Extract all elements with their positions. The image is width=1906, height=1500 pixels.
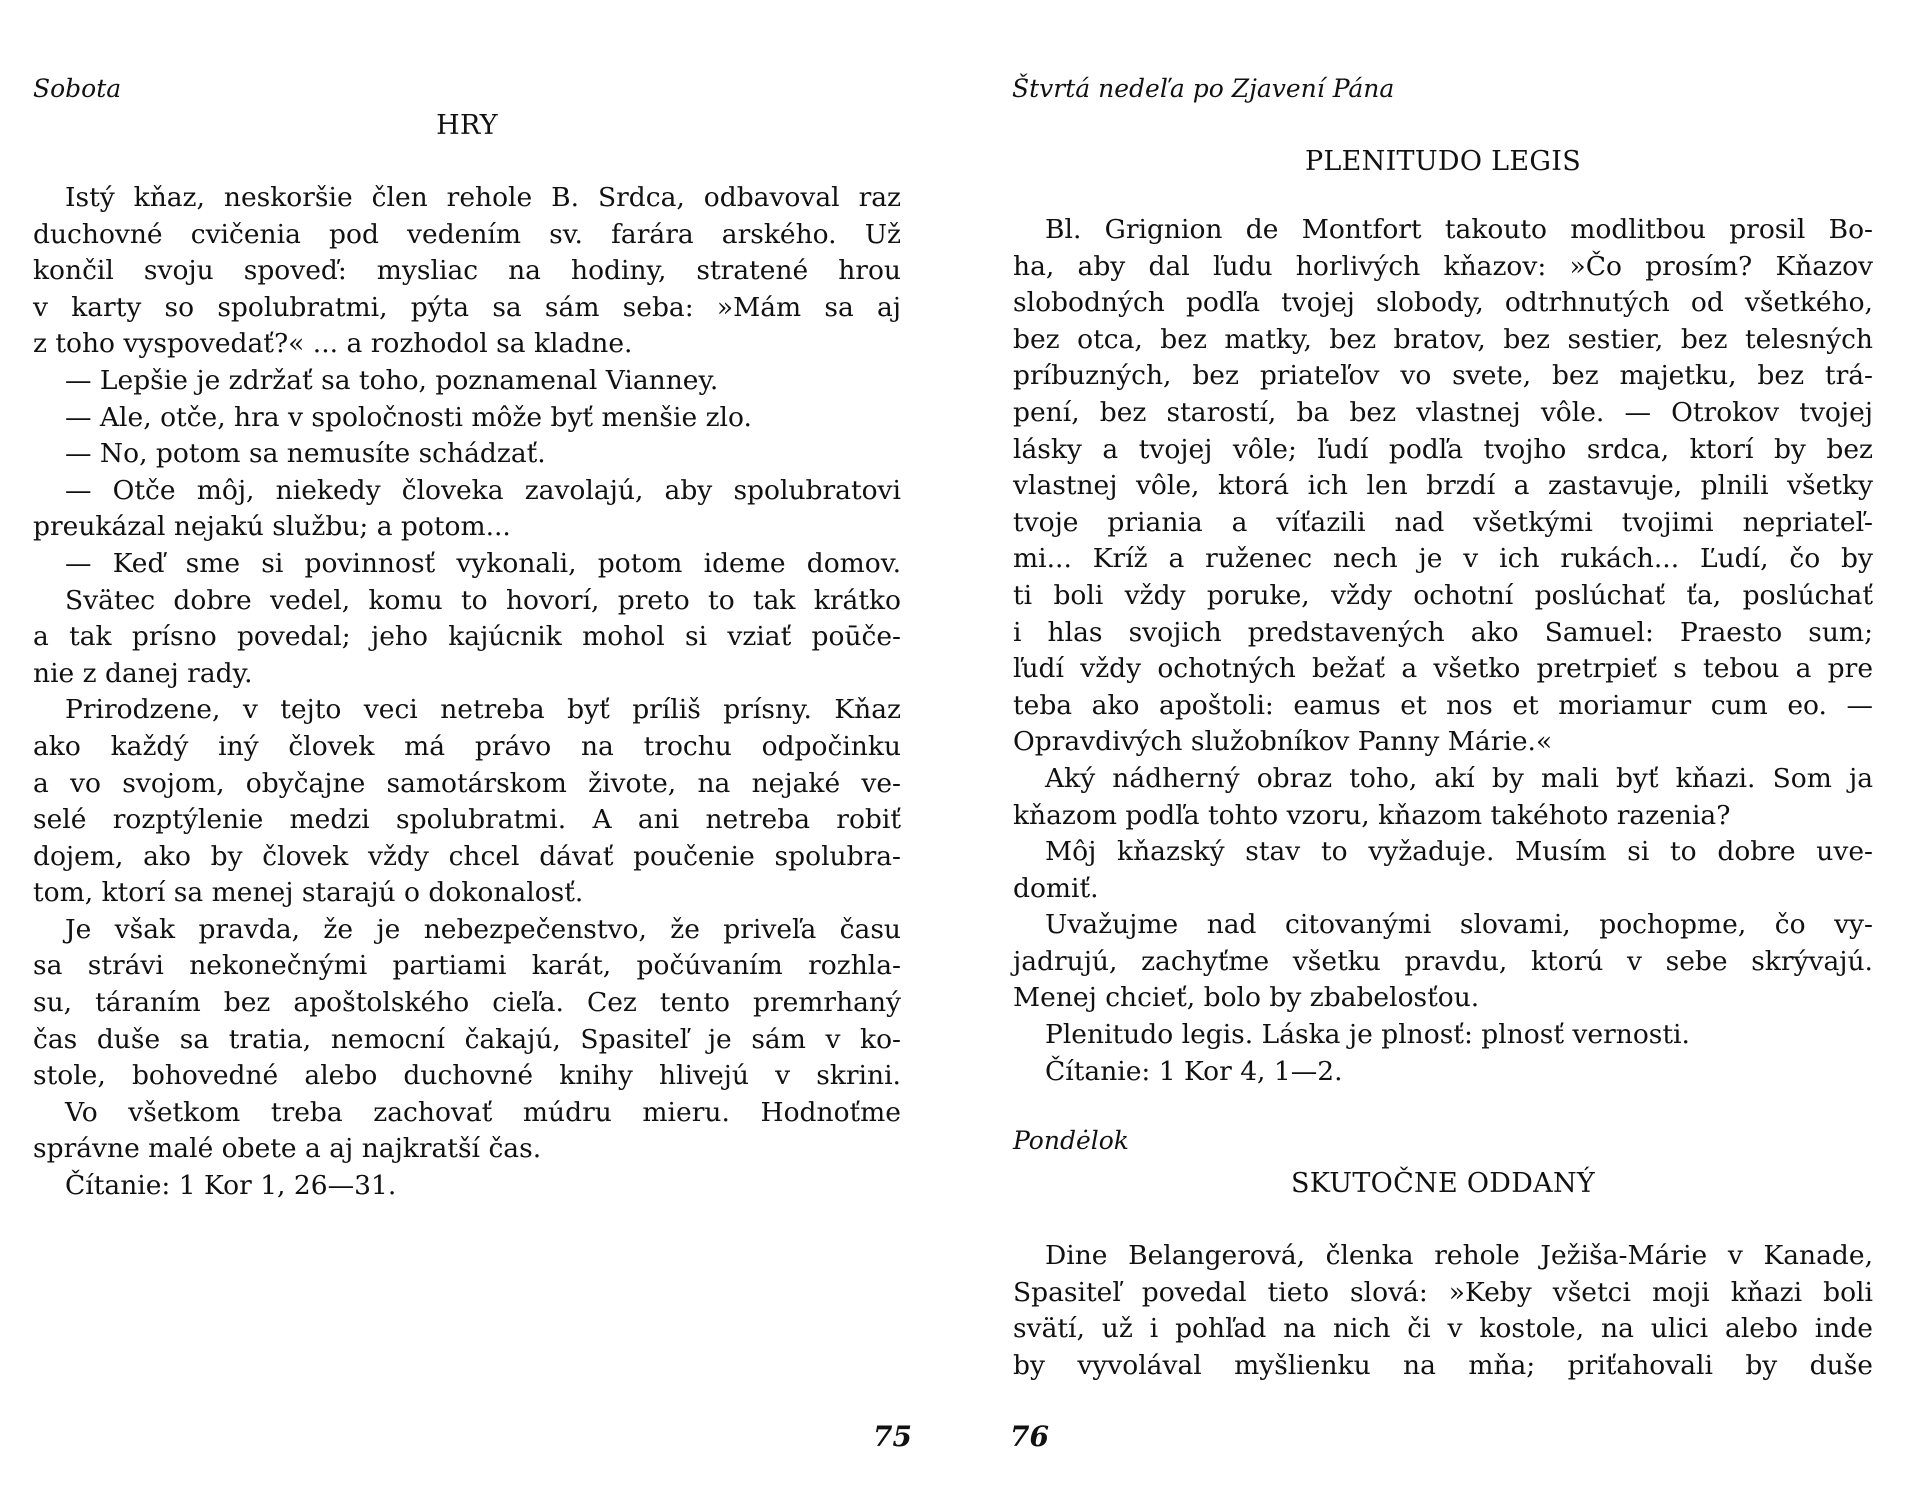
text-line: kňazom podľa tohto vzoru, kňazom takéhoto razenia? <box>1013 799 1731 831</box>
text-line: ti boli vždy poruke, vždy ochotní poslúchať ťa, poslúchať <box>1013 579 1873 611</box>
text-line: domiť. <box>1013 872 1099 904</box>
text-line: Svätec dobre vedel, komu to hovorí, preto to tak krátko <box>65 584 901 616</box>
text-line: čas duše sa tratia, nemocní čakajú, Spasiteľ je sám v ko- <box>33 1023 901 1055</box>
text-line: tom, ktorí sa menej starajú o dokonalosť. <box>33 877 584 909</box>
text-line: slobodných podľa tvojej slobody, odtrhnutých od všetkého, <box>1013 287 1873 319</box>
text-line: lásky a tvojej vôle; ľudí podľa tvojho srdca, ktorí by bez <box>1013 433 1873 465</box>
text-line: Dine Belangerová, členka rehole Ježiša-Márie v Kanade, <box>1045 1240 1873 1271</box>
text-line: bez otca, bez matky, bez bratov, bez sestier, bez telesných <box>1013 323 1873 355</box>
text-line: sa strávi nekonečnými partiami karát, počúvaním rozhla- <box>33 950 901 982</box>
text-line: stole, bohovedné alebo duchovné knihy hlivejú v skrini. <box>33 1060 901 1092</box>
text-line: pení, bez starostí, ba bez vlastnej vôle. — Otrokov tvojej <box>1013 396 1873 428</box>
text-line: končil svoju spoveď: mysliac na hodiny, stratené hrou <box>33 255 901 287</box>
text-line: dojem, ako by človek vždy chcel dávať poučenie spolubra- <box>33 840 901 872</box>
text-line: ľudí vždy ochotných bežať a všetko pretrpieť s tebou a pre <box>1013 653 1873 685</box>
text-line: selé rozptýlenie medzi spolubratmi. A ani netreba robiť <box>33 804 901 836</box>
text-line: mi... Kríž a ruženec nech je v ich rukách... Ľudí, čo by <box>1013 543 1873 575</box>
text-line: jadrujú, zachyťme všetku pravdu, ktorú v sebe skrývajú. <box>1013 945 1873 977</box>
text-line: Spasiteľ povedal tieto slová: »Keby všetci moji kňazi boli <box>1013 1276 1873 1308</box>
text-line: Vo všetkom treba zachovať múdru mieru. Hodnoťme <box>65 1096 901 1128</box>
text-line: tvoje priania a víťazili nad všetkými tvojimi nepriateľ- <box>1013 506 1873 538</box>
running-head: Sobota <box>33 74 122 103</box>
text-line: a tak prísno povedal; jeho kajúcnik mohol si vziať poūče- <box>33 621 901 653</box>
text-line: by vyvolával myšlienku na mňa; priťahovali by duše <box>1013 1349 1873 1381</box>
text-line: Bl. Grignion de Montfort takouto modlitbou prosil Bo- <box>1045 214 1873 245</box>
body-text <box>1013 212 1873 1090</box>
text-line: a vo svojom, obyčajne samotárskom živote, na nejaké ve- <box>33 767 901 799</box>
running-head: Štvrtá nedeľa po Zjavení Pána <box>1012 74 1395 103</box>
text-line: preukázal nejakú službu; a potom... <box>33 511 511 543</box>
right-page <box>950 0 1906 1500</box>
text-line: Opravdivých služobníkov Panny Márie.« <box>1013 726 1553 758</box>
text-line: Čítanie: 1 Kor 1, 26—31. <box>65 1170 397 1202</box>
text-line: Aký nádherný obraz toho, akí by mali byť kňazi. Som ja <box>1045 762 1873 794</box>
text-line: — Lepšie je zdržať sa toho, poznamenal Vianney. <box>65 364 719 396</box>
text-line: Prirodzene, v tejto veci netreba byť príliš prísny. Kňaz <box>65 694 901 726</box>
text-line: — Ale, otče, hra v spoločnosti môže byť menšie zlo. <box>65 401 752 433</box>
text-line: príbuzných, bez priateľov vo svete, bez majetku, bez trá- <box>1013 360 1873 392</box>
text-line: — Otče môj, niekedy človeka zavolajú, aby spolubratovi <box>65 474 901 506</box>
text-line: Čítanie: 1 Kor 4, 1—2. <box>1045 1055 1343 1087</box>
text-line: Plenitudo legis. Láska je plnosť: plnosť vernosti. <box>1045 1019 1690 1051</box>
page-number: 76 <box>1010 1420 1049 1453</box>
text-line: ako každý iný človek má právo na trochu odpočinku <box>33 730 901 762</box>
text-line: teba ako apoštoli: eamus et nos et moriamur cum eo. — <box>1013 689 1873 721</box>
text-line: nie z danej rady. <box>33 657 253 689</box>
text-line: i hlas svojich predstavených ako Samuel: Praesto sum; <box>1013 616 1873 648</box>
left-page <box>0 0 950 1500</box>
text-line: z toho vyspovedať?« ... a rozhodol sa kladne. <box>33 328 633 360</box>
text-line: su, táraním bez apoštolského cieľa. Cez tento premrhaný <box>33 987 901 1019</box>
text-line: duchovné cvičenia pod vedením sv. farára arského. Už <box>33 218 901 250</box>
text-line: Môj kňazský stav to vyžaduje. Musím si to dobre uve- <box>1045 836 1873 868</box>
text-line: — Keď sme si povinnosť vykonali, potom ideme domov. <box>65 547 901 579</box>
text-line: správne malé obete a aj najkratší čas. <box>33 1133 542 1165</box>
section-title: HRY <box>436 110 498 141</box>
text-line: v karty so spolubratmi, pýta sa sám seba: »Mám sa aj <box>33 291 901 323</box>
running-head-second-section: Pondėlok <box>1013 1126 1129 1155</box>
text-line: Je však pravda, že je nebezpečenstvo, že priveľa času <box>65 913 901 945</box>
text-line: ha, aby dal ľudu horlivých kňazov: »Čo prosím? Kňazov <box>1013 250 1873 282</box>
text-line: Uvažujme nad citovanými slovami, pochopme, čo vy- <box>1045 909 1873 941</box>
text-line: svätí, už i pohľad na nich či v kostole, na ulici alebo inde <box>1013 1313 1873 1345</box>
section-title: PLENITUDO LEGIS <box>1304 146 1582 177</box>
text-line: vlastnej vôle, ktorá ich len brzdí a zastavuje, plnili všetky <box>1013 470 1873 502</box>
text-line: — No, potom sa nemusíte schádzať. <box>65 438 546 470</box>
body-text-second <box>1013 1238 1873 1384</box>
body-text <box>33 180 901 1205</box>
text-line: Menej chcieť, bolo by zbabelosťou. <box>1013 982 1480 1014</box>
page-number: 75 <box>873 1420 912 1453</box>
section-title-second: SKUTOČNE ODDANÝ <box>1290 1168 1596 1199</box>
text-line: Istý kňaz, neskoršie člen rehole B. Srdca, odbavoval raz <box>65 182 901 213</box>
